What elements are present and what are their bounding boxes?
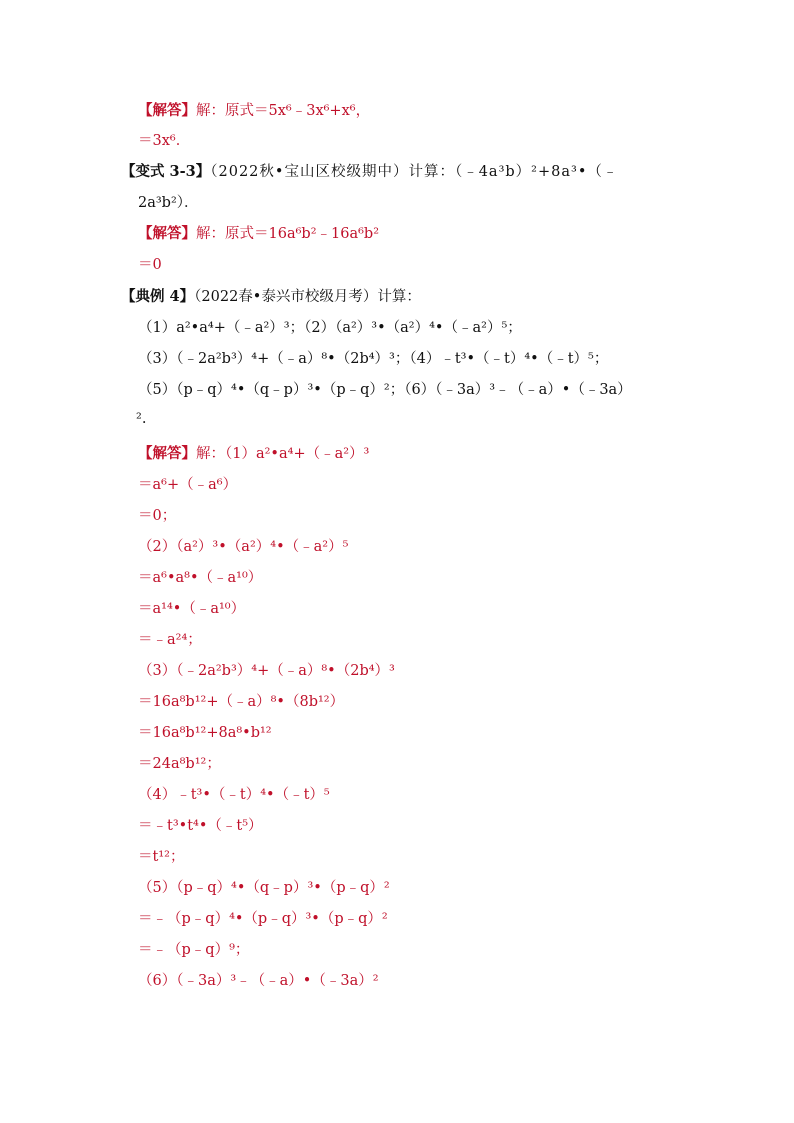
- answer-text: 解：原式＝5x⁶﹣3x⁶+x⁶，: [196, 103, 371, 119]
- solution-line-18: （6）（﹣3a）³﹣（﹣a）•（﹣3a）²: [138, 973, 379, 989]
- variant-3-3-cont: 2a³b²）．: [138, 195, 199, 211]
- solution-line-4: （2）（a²）³•（a²）⁴•（﹣a²）⁵: [138, 539, 349, 555]
- solution-line-10: ＝16a⁸b¹²+8a⁸•b¹²: [138, 725, 272, 741]
- example-text: （2022春•泰兴市校级月考）计算：: [194, 289, 421, 305]
- problem-5-6: （5）（p﹣q）⁴•（q﹣p）³•（p﹣q）²；（6）（﹣3a）³﹣（﹣a）•（﹣3a）: [138, 382, 632, 398]
- answer-line-6: ＝0: [138, 257, 162, 273]
- solution-line-17: ＝﹣（p﹣q）⁹；: [138, 942, 250, 958]
- solution-line-8: （3）（﹣2a²b³）⁴+（﹣a）⁸•（2b⁴）³: [138, 663, 395, 679]
- solution-line-14: ＝t¹²；: [138, 849, 185, 865]
- solution-line-11: ＝24a⁸b¹²；: [138, 756, 221, 772]
- answer-line-5: [138, 224, 379, 244]
- answer-text: 解：原式＝16a⁶b²﹣16a⁶b²: [196, 226, 380, 242]
- answer-tag: 【解答】: [138, 225, 196, 242]
- solution-text: 解：（1）a²•a⁴+（﹣a²）³: [196, 446, 370, 462]
- solution-line-6: ＝a¹⁴•（﹣a¹⁰）: [138, 601, 246, 617]
- solution-line-12: （4）﹣t³•（﹣t）⁴•（﹣t）⁵: [138, 787, 330, 803]
- answer-tag: 【解答】: [138, 102, 196, 119]
- problem-3-4: （3）（﹣2a²b³）⁴+（﹣a）⁸•（2b⁴）³；（4）﹣t³•（﹣t）⁴•（﹣t）⁵；: [138, 351, 609, 367]
- problem-5-6-cont: ².: [136, 411, 147, 427]
- solution-line-2: ＝a⁶+（﹣a⁶）: [138, 477, 238, 493]
- solution-line-9: ＝16a⁸b¹²+（﹣a）⁸•（8b¹²）: [138, 694, 345, 710]
- solution-line-15: （5）（p﹣q）⁴•（q﹣p）³•（p﹣q）²: [138, 880, 390, 896]
- variant-text: （2022秋•宝山区校级期中）计算：（﹣4a³b）²+8a³•（﹣: [210, 164, 619, 180]
- solution-line-13: ＝﹣t³•t⁴•（﹣t⁵）: [138, 818, 263, 834]
- answer-line-1: [138, 101, 370, 121]
- answer-line-2: ＝3x⁶．: [138, 133, 191, 149]
- variant-3-3: [121, 162, 618, 182]
- example-tag: 【典例 4】: [121, 288, 195, 305]
- variant-tag: 【变式 3-3】: [121, 163, 211, 180]
- solution-line-3: ＝0；: [138, 508, 177, 524]
- solution-line-7: ＝﹣a²⁴；: [138, 632, 202, 648]
- solution-line-5: ＝a⁶•a⁸•（﹣a¹⁰）: [138, 570, 263, 586]
- example-4: [121, 287, 421, 307]
- solution-line-16: ＝﹣（p﹣q）⁴•（p﹣q）³•（p﹣q）²: [138, 911, 388, 927]
- problem-1-2: （1）a²•a⁴+（﹣a²）³；（2）（a²）³•（a²）⁴•（﹣a²）⁵；: [138, 320, 522, 336]
- answer-tag: 【解答】: [138, 445, 196, 462]
- solution-line-1: [138, 444, 369, 464]
